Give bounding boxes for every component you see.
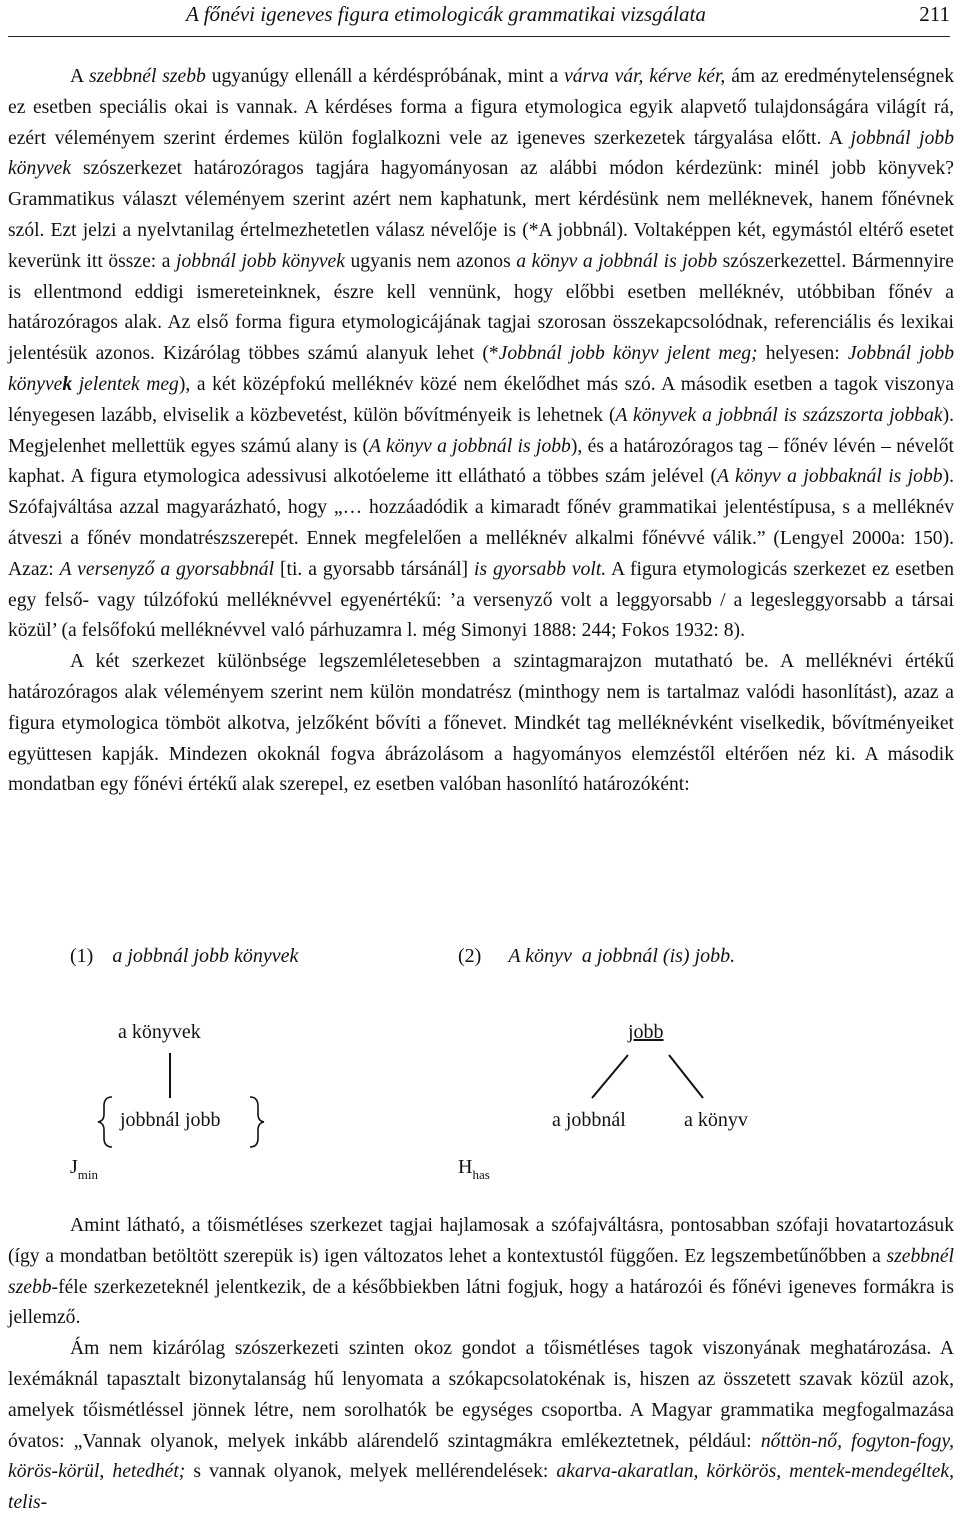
text-run: szebbnél szebb [8,1245,954,1298]
text-run: helyesen: [757,343,848,365]
text-run: ). Megjelenhet mellettük egyes számú alany is ( [8,404,954,457]
text-run: Amint látható, a tőismétléses szerkezet tagjai hajlamosak a szófajváltásra, pontosabban szófaji hovatartozásuk (így a mondatban betöltött szerepük is) igen változatos lehet a kontextustól függően. Ez legszembetűnőbben a [8,1215,954,1267]
text-run: k [62,373,73,395]
body-text-bottom [8,1211,954,1519]
body-text-top [8,62,954,801]
paragraph-4 [8,1334,954,1519]
text-run: [ti. a gyorsabb társánál] [274,558,475,580]
page-number: 211 [919,2,950,26]
example-2 [458,945,735,968]
text-run: Ám nem kizárólag szószerkezeti szinten okoz gondot a tőismétléses tagok viszonyának meghatározása. A lexémáknál tapasztalt bizonytalanság hű lenyomata a szókapcsolatokénak is, hiszen az összetett szavak közül azok, amelyek tőismétléssel jönnek létre, nem sorolhatók be egységes csoportba. A Magyar grammatika megfogalmazása óvatos: „Vannak olyanok, melyek inkább alárendelő szintagmákra emlékeztetnek, például: [8,1338,954,1452]
syntax-diagrams [0,1010,960,1190]
diagram2-left-branch [592,1055,628,1098]
text-run: A könyvek a jobbnál is százszorta jobbak [615,404,943,426]
paragraph-2: A két szerkezet különbsége legszemléletesebben a szintagmarajzon mutatható be. A melléknévi értékű határozóragos alak véleményem szerint nem külön mondatrész (minthogy nem is tartalmaz valódi hasonlítást), azaz a figura etymologica tömböt alkotva, jelzőként bővíti a főnevet. Mindkét tag melléknévként viselkedik, bővítményeiket együttesen kapják. Mindezen okoknál fogva ábrázolásom a hagyományos elemzéstől eltérően néz ki. A második mondatban egy főnévi értékű alak szerepel, ez esetben valóban hasonlító határozóként: [8,651,954,796]
text-run: Jobbnál jobb könyv jelent meg; [498,343,758,365]
diagram2-right-label: a könyv [684,1109,748,1131]
paragraph-1 [8,62,954,647]
diagram2-category: $H_{has}$ [458,1156,490,1182]
text-run: is gyorsabb volt. [474,558,607,580]
text-run: Jobbnál jobb könyve [8,343,955,395]
text-run: nőttön-nő, fogyton-fogy, körös-körül, hetedhét; [8,1430,954,1483]
text-run: ugyanis nem azonos [344,250,517,272]
text-run: jelentek meg [72,373,179,395]
text-run: szószerkezettel. Bármennyire is ellentmond eddigi ismereteinknek, észre kell vennünk, hogy előbbi esetben melléknév, utóbbiban főnév a határozóragos alak. Az első forma figura etymologicájának tagjai szorosan összekapcsolódnak, referenciális és lexikai jelentésük azonos. Kizárólag többes számú alanyuk lehet (* [8,250,954,365]
text-run: ), a két középfokú melléknév közé nem ékelődhet más szó. A második esetben a tagok viszonya lényegesen lazább, elviselik a közbevetést, külön bővítményeik is lehetnek ( [8,373,954,426]
text-run: szószerkezet határozóragos tagjára hagyományosan az alábbi módon kérdezünk: minél jobb könyvek? Grammatikus választ véleményem szerint azért nem kaphatunk, mert kérdésünk nem melléknevek, hanem főnévnek szól. Ezt jelzi a nyelvtanilag értelmezhetetlen válasz névelője is (*A jobbnál). Voltaképpen két, egymástól eltérő esetet keverünk itt össze: a [8,158,954,272]
text-run: jobbnál jobb könyvek [176,250,345,272]
page-header [8,0,950,37]
example-1-number: (1) [70,945,94,967]
left-brace [98,1097,112,1147]
diagram1-top-label: a könyvek [118,1021,201,1043]
diagram2-left-label: a jobbnál [552,1109,626,1131]
text-run: jobbnál jobb könyvek [8,127,954,180]
diagram1-category: $J_{min}$ [70,1156,99,1182]
text-run: A figura etymologicás szerkezet ez esetben egy felső- vagy túlzófokú melléknévvel egyenértékű: ’a versenyző volt a leggyorsabb / a legesleggyorsabb a társai közül’ (a felsőfokú melléknévvel való párhuzamra l. még Simonyi 1888: 244; Fokos 1932: 8). [8,558,955,642]
text-run: A [70,66,89,87]
diagram2-top-label: jobb [628,1021,664,1043]
example-2-number: (2) [458,945,482,967]
text-run: A könyv a jobbaknál is jobb [717,466,943,488]
text-run: A könyv a jobbnál is jobb [369,435,571,457]
text-run: akarva-akaratlan, körkörös, mentek-mendegéltek, telis- [8,1461,954,1514]
text-run: -féle szerkezeteknél jelentkezik, de a későbbiekben látni fogjuk, hogy a határozói és főnévi igeneves formákra is jellemző. [8,1276,954,1329]
text-run: a könyv a jobbnál is jobb [516,250,718,272]
diagram2-right-branch [669,1055,703,1098]
diagram1-bottom-label: jobbnál jobb [120,1109,221,1131]
right-brace [250,1097,264,1147]
paragraph-3 [8,1211,954,1334]
example-2-text: A könyv a jobbnál (is) jobb. [508,945,736,967]
example-1-text: a jobbnál jobb könyvek [112,945,299,967]
text-run: szebbnél szebb [88,66,206,87]
running-title: A főnévi igeneves figura etimologicák grammatikai vizsgálata [186,2,706,26]
text-run: ), és a határozóragos tag – főnév lévén – névelőt kaphat. A figura etymologica adessivusi alkotóeleme itt ellátható a többes szám jelével ( [8,435,954,488]
text-run: ám az eredménytelenségnek ez esetben speciális okai is vannak. A kérdéses forma a figura etymologica egyik alapvető tulajdonságára világít rá, ezért véleményem szerint érdemes külön foglalkozni vele az igeneves szerkezetek tárgyalása előtt. A [8,66,954,149]
text-run: ugyanúgy ellenáll a kérdéspróbának, mint a [205,66,565,87]
text-run: A versenyző a gyorsabbnál [59,558,275,580]
example-1 [70,945,298,968]
text-run: várva vár, kérve kér, [564,66,726,87]
text-run: ). Szófajváltása azzal magyarázható, hogy „… hozzáadódik a kimaradt főnév grammatikai jelentéstípusa, s a melléknév átveszi a főnév mondatrészszerepét. Ennek megfelelően a melléknév alkalmi főnévvé válik.” (Lengyel 2000a: 150). Azaz: [8,466,955,580]
text-run: s vannak olyanok, melyek mellérendelések: [185,1461,557,1483]
